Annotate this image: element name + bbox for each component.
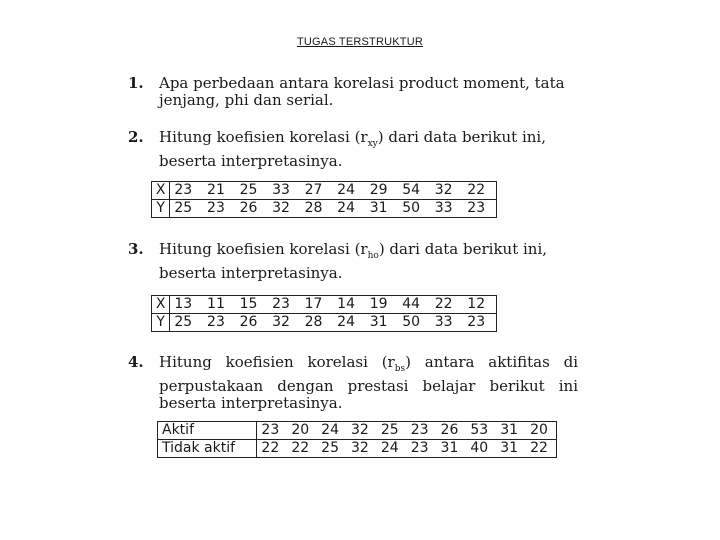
table-cell: 22: [261, 440, 280, 456]
table-cell: 21: [203, 182, 236, 200]
table-cell: 31: [496, 422, 526, 440]
table-cell: 44: [398, 296, 431, 314]
table-row: [152, 182, 497, 200]
question-number: 3.: [128, 240, 144, 258]
question-4: [128, 354, 578, 412]
table-cell: 33: [268, 182, 301, 200]
table-cell: 22: [530, 440, 548, 456]
table-row: [158, 422, 557, 440]
table-cell: 31: [369, 314, 388, 330]
table-cell: 25: [236, 182, 269, 200]
table-row: [158, 440, 557, 458]
table-cell: 26: [437, 422, 467, 440]
row-label: Y: [152, 200, 170, 218]
table-cell: 22: [431, 296, 464, 314]
question-text: Hitung koefisien korelasi $(r_{ho})$ dari data berikut ini, beserta interpretasinya.: [159, 240, 548, 282]
table-cell: 15: [236, 296, 269, 314]
table-cell: 25: [174, 314, 193, 330]
table-cell: 31: [500, 440, 519, 456]
row-label: Tidak aktif: [158, 440, 257, 458]
table-cell: 28: [304, 314, 323, 330]
table-cell: 23: [207, 200, 225, 216]
table-cell: 31: [440, 440, 459, 456]
table-cell: 32: [347, 422, 377, 440]
table-cell: 13: [170, 296, 203, 314]
data-table-xy: [151, 181, 497, 218]
table-cell: 40: [470, 440, 489, 456]
table-cell: 32: [431, 182, 464, 200]
table-cell: 32: [272, 200, 290, 216]
row-label: Aktif: [158, 422, 257, 440]
table-cell: 25: [377, 422, 407, 440]
table-cell: 32: [272, 314, 290, 330]
table-cell: 20: [526, 422, 556, 440]
table-cell: 20: [287, 422, 317, 440]
table-cell: 23: [410, 440, 429, 456]
table-cell: 23: [170, 182, 203, 200]
question-1: [128, 75, 578, 109]
question-2: [128, 129, 578, 170]
data-table-ho: [151, 295, 497, 332]
table-cell: 28: [304, 200, 323, 216]
table-cell: 26: [239, 200, 258, 216]
data-table-aktif: [157, 421, 557, 458]
table-cell: 23: [257, 422, 287, 440]
question-3: [128, 241, 578, 282]
table-cell: 24: [337, 200, 355, 216]
table-cell: 19: [366, 296, 399, 314]
table-cell: 12: [463, 296, 496, 314]
question-text: Hitung koefisien korelasi $(r_{xy})$ dari data berikut ini, beserta interpretasinya.: [159, 128, 546, 170]
table-cell: 32: [351, 440, 369, 456]
table-cell: 23: [467, 314, 486, 330]
table-cell: 23: [207, 314, 225, 330]
table-cell: 22: [463, 182, 496, 200]
table-cell: 27: [301, 182, 334, 200]
table-cell: 54: [398, 182, 431, 200]
table-cell: 23: [467, 200, 486, 216]
page-title: TUGAS TERSTRUKTUR: [296, 36, 424, 48]
table-cell: 24: [317, 422, 347, 440]
question-text: Apa perbedaan antara korelasi product moment, tata jenjang, phi dan serial.: [159, 74, 565, 109]
table-cell: 29: [366, 182, 399, 200]
table-cell: 25: [321, 440, 339, 456]
row-label: X: [152, 182, 170, 200]
table-cell: 17: [301, 296, 334, 314]
table-cell: 53: [466, 422, 496, 440]
table-cell: 23: [268, 296, 301, 314]
table-cell: 26: [239, 314, 258, 330]
table-cell: 24: [333, 182, 366, 200]
table-cell: 22: [291, 440, 310, 456]
table-cell: 14: [333, 296, 366, 314]
table-cell: 24: [380, 440, 399, 456]
question-text: Hitung koefisien korelasi $(r_{bs})$ antara aktifitas di perpustakaan dengan prestasi belajar berikut ini beserta interpretasinya.: [159, 353, 579, 412]
table-row: [152, 296, 497, 314]
table-cell: 31: [369, 200, 388, 216]
table-cell: 50: [402, 200, 421, 216]
table-cell: 33: [434, 314, 453, 330]
row-label: Y: [152, 314, 170, 332]
table-row: [152, 200, 497, 218]
table-cell: 24: [337, 314, 355, 330]
question-number: 1.: [128, 74, 144, 92]
question-number: 4.: [128, 353, 144, 371]
table-cell: 50: [402, 314, 421, 330]
table-cell: 25: [174, 200, 193, 216]
table-row: [152, 314, 497, 332]
question-number: 2.: [128, 128, 144, 146]
table-cell: 33: [434, 200, 453, 216]
table-cell: 11: [203, 296, 236, 314]
table-cell: 23: [407, 422, 437, 440]
row-label: X: [152, 296, 170, 314]
